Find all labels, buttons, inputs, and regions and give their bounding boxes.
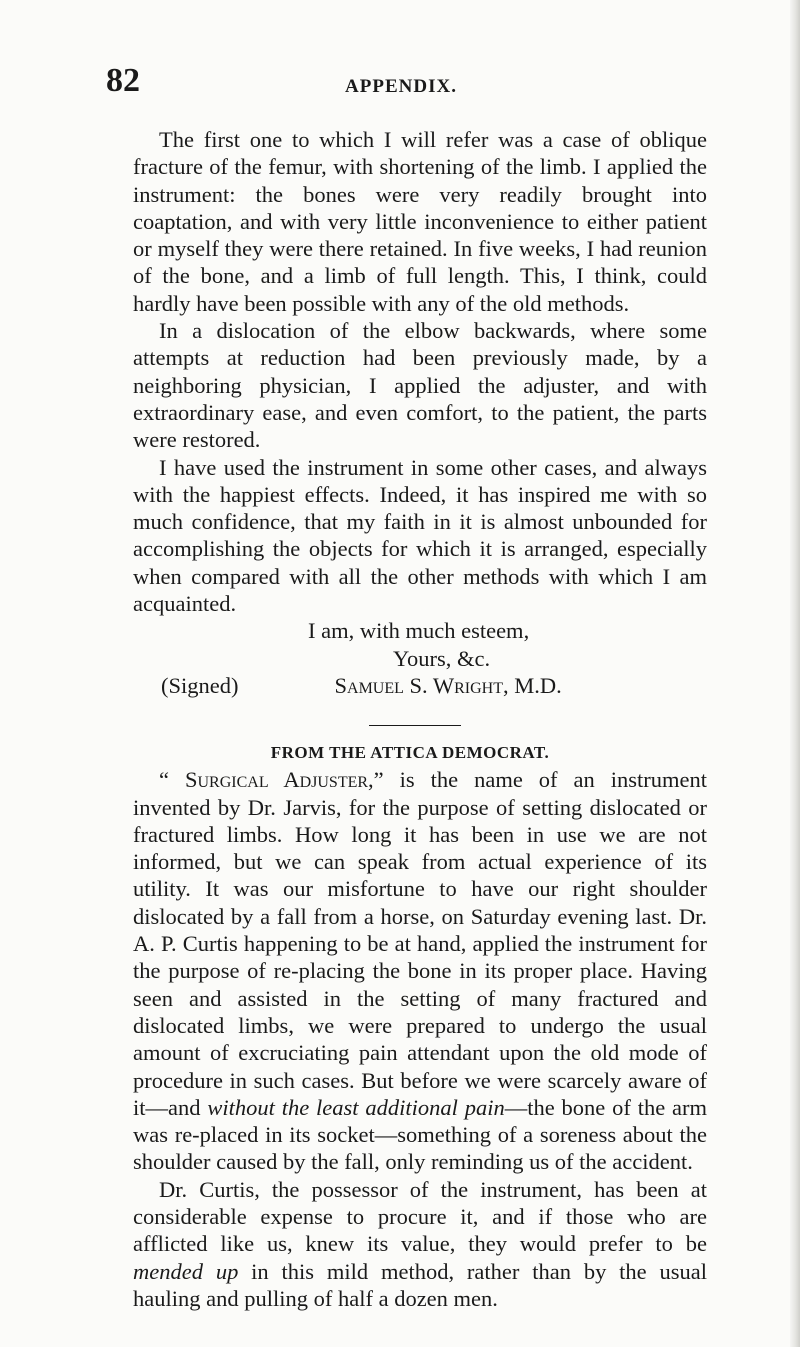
letter-valediction: Yours, &c.: [393, 645, 491, 671]
democrat-paragraph-2: [133, 1176, 707, 1312]
paragraph-2-text: Dr. Curtis, the possessor of the instrument, has been at considerable expense to procure it, and if those who are afflicted like us, knew its value, they would prefer to be: [133, 1176, 707, 1257]
running-head: APPENDIX.: [345, 76, 457, 97]
instrument-name: Surgical Adjuster,: [184, 767, 374, 793]
letter-paragraph-1: The first one to which I will refer was a case of oblique fracture of the femur, with shortening of the limb. I applied the instrument: the bones were very readily brought into coaptation, and with very little inconvenience to either patient or myself they were there retained. In five weeks, I had reunion of the bone, and a limb of full length. This, I think, could hardly have been possible with any of the old methods.: [133, 127, 707, 316]
signed-label: (Signed): [161, 672, 239, 698]
page-header: [106, 64, 706, 114]
signature-name: Samuel S. Wright, M.D.: [334, 672, 562, 698]
letter-closing: I am, with much esteem,: [308, 618, 530, 644]
democrat-paragraph-1: [133, 766, 707, 1175]
page-edge: [790, 0, 800, 1347]
letter-paragraph-2: In a dislocation of the elbow backwards, where some attempts at reduction had been previously made, by a neighboring physician, I applied the adjuster, and with extraordinary ease, and even comfort, to the patient, the parts were restored.: [133, 318, 707, 453]
section-divider: [369, 725, 461, 726]
italic-phrase: without the least additional pain: [207, 1094, 505, 1120]
open-quote: “: [159, 767, 185, 793]
paragraph-1-text: ” is the name of an instrument invented by Dr. Jarvis, for the purpose of setting dislocated or fractured limbs. How long it has been in use we are not informed, but we can speak from actual experience of its utility. It was our misfortune to have our right shoulder dislocated by a fall from a horse, on Saturday evening last. Dr. A. P. Curtis happening to be at hand, applied the instrument for the purpose of re-placing the bone in its proper place. Having seen and assisted in the setting of many fractured and dislocated limbs, we were prepared to undergo the usual amount of excruciating pain attendant upon the old mode of procedure in such cases. But before we were scarcely aware of it—and: [133, 767, 707, 1120]
italic-phrase-2: mended up: [133, 1258, 239, 1284]
paragraph-1-end: —the bone of the arm was re-placed in its socket—something of a soreness about the shoulder caused by the fall, only reminding us of the accident.: [133, 1094, 708, 1175]
signature-line: [133, 672, 707, 699]
paragraph-2-end: in this mild method, rather than by the usual hauling and pulling of half a dozen men.: [133, 1258, 707, 1311]
section-heading: FROM THE ATTICA DEMOCRAT.: [270, 743, 550, 763]
page-number: 82: [106, 62, 140, 99]
letter-paragraph-3: I have used the instrument in some other cases, and always with the happiest effects. Indeed, it has inspired me with so much confidence, that my faith in it is almost unbounded for accomplishing the objects for which it is arranged, especially when compared with all the other methods with which I am acquainted.: [133, 454, 707, 617]
body-text: [133, 126, 707, 1312]
